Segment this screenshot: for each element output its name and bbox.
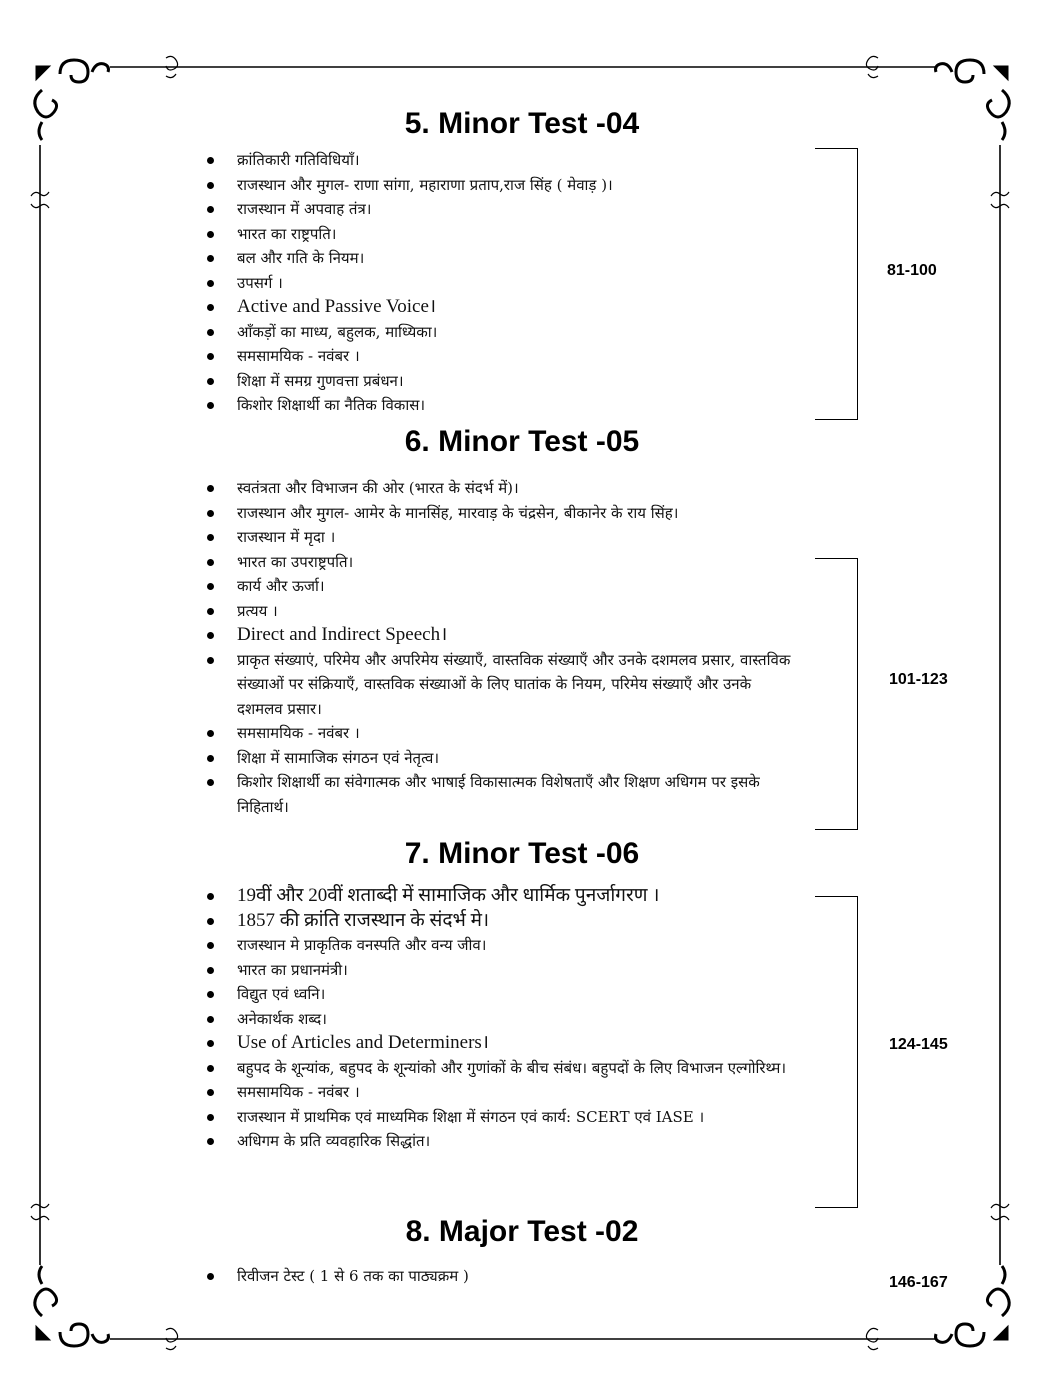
list-item: अनेकार्थक शब्द। bbox=[205, 1007, 795, 1032]
list-item: रिवीजन टेस्ट ( 1 से 6 तक का पाठ्यक्रम ) bbox=[205, 1264, 795, 1289]
section-title-minor-test-05: 6. Minor Test -05 bbox=[404, 425, 640, 458]
list-item: भारत का उपराष्ट्रपति। bbox=[205, 550, 795, 575]
list-item: राजस्थान में अपवाह तंत्र। bbox=[205, 197, 795, 222]
topic-list-minor-test-04 bbox=[205, 148, 795, 418]
list-item: समसामयिक - नवंबर । bbox=[205, 1080, 795, 1105]
page-range-label: 124-145 bbox=[889, 1036, 948, 1053]
list-item: आँकड़ों का माध्य, बहुलक, माध्यिका। bbox=[205, 320, 795, 345]
list-item: राजस्थान और मुगल- आमेर के मानसिंह, मारवाड़ के चंद्रसेन, बीकानेर के राय सिंह। bbox=[205, 501, 795, 526]
list-item: समसामयिक - नवंबर । bbox=[205, 721, 795, 746]
list-item: Direct and Indirect Speech। bbox=[205, 623, 795, 648]
list-item: शिक्षा में सामाजिक संगठन एवं नेतृत्व। bbox=[205, 746, 795, 771]
list-item: राजस्थान में प्राथमिक एवं माध्यमिक शिक्षा में संगठन एवं कार्य: SCERT एवं IASE । bbox=[205, 1105, 795, 1130]
page-range-bracket bbox=[815, 896, 858, 1208]
list-item: 1857 की क्रांति राजस्थान के संदर्भ मे। bbox=[205, 909, 795, 934]
list-item: भारत का राष्ट्रपति। bbox=[205, 222, 795, 247]
list-item: राजस्थान और मुगल- राणा सांगा, महाराणा प्रताप,राज सिंह ( मेवाड़ )। bbox=[205, 173, 795, 198]
section-title-minor-test-06: 7. Minor Test -06 bbox=[404, 837, 640, 870]
list-item: विद्युत एवं ध्वनि। bbox=[205, 982, 795, 1007]
list-item: राजस्थान में मृदा । bbox=[205, 525, 795, 550]
page-range-label: 81-100 bbox=[887, 262, 937, 279]
list-item: किशोर शिक्षार्थी का नैतिक विकास। bbox=[205, 393, 795, 418]
topic-list-major-test-02 bbox=[205, 1264, 795, 1289]
list-item: 19वीं और 20वीं शताब्दी में सामाजिक और धार्मिक पुनर्जागरण । bbox=[205, 884, 795, 909]
page-range-label: 146-167 bbox=[889, 1274, 948, 1291]
list-item: क्रांतिकारी गतिविधियाँ। bbox=[205, 148, 795, 173]
list-item: बहुपद के शून्यांक, बहुपद के शून्यांको और गुणांकों के बीच संबंध। बहुपदों के लिए विभाजन एल्गोरिथ्म। bbox=[205, 1056, 795, 1081]
list-item: स्वतंत्रता और विभाजन की ओर (भारत के संदर्भ में)। bbox=[205, 476, 795, 501]
list-item: अधिगम के प्रति व्यवहारिक सिद्धांत। bbox=[205, 1129, 795, 1154]
list-item: शिक्षा में समग्र गुणवत्ता प्रबंधन। bbox=[205, 369, 795, 394]
list-item: कार्य और ऊर्जा। bbox=[205, 574, 795, 599]
list-item: राजस्थान मे प्राकृतिक वनस्पति और वन्य जीव। bbox=[205, 933, 795, 958]
list-item: भारत का प्रधानमंत्री। bbox=[205, 958, 795, 983]
section-title-minor-test-04: 5. Minor Test -04 bbox=[404, 107, 640, 140]
list-item: किशोर शिक्षार्थी का संवेगात्मक और भाषाई विकासात्मक विशेषताएँ और शिक्षण अधिगम पर इसके निहितार्थ। bbox=[205, 770, 795, 819]
section-title-major-test-02: 8. Major Test -02 bbox=[405, 1215, 639, 1248]
page-range-label: 101-123 bbox=[889, 671, 948, 688]
list-item: बल और गति के नियम। bbox=[205, 246, 795, 271]
list-item: प्राकृत संख्याएं, परिमेय और अपरिमेय संख्याएँ, वास्तविक संख्याएँ और उनके दशमलव प्रसार, वास्तविक संख्याओं पर संक्रियाएँ, वास्तविक संख्याओं के लिए घातांक के नियम, परिमेय संख्याएँ और उनके दशमलव प्रसार। bbox=[205, 648, 795, 722]
list-item: समसामयिक - नवंबर । bbox=[205, 344, 795, 369]
list-item: उपसर्ग । bbox=[205, 271, 795, 296]
page-range-bracket bbox=[815, 558, 858, 830]
topic-list-minor-test-06 bbox=[205, 884, 795, 1154]
topic-list-minor-test-05 bbox=[205, 476, 795, 819]
list-item: Active and Passive Voice। bbox=[205, 295, 795, 320]
list-item: Use of Articles and Determiners। bbox=[205, 1031, 795, 1056]
list-item: प्रत्यय । bbox=[205, 599, 795, 624]
page-range-bracket bbox=[815, 148, 858, 420]
